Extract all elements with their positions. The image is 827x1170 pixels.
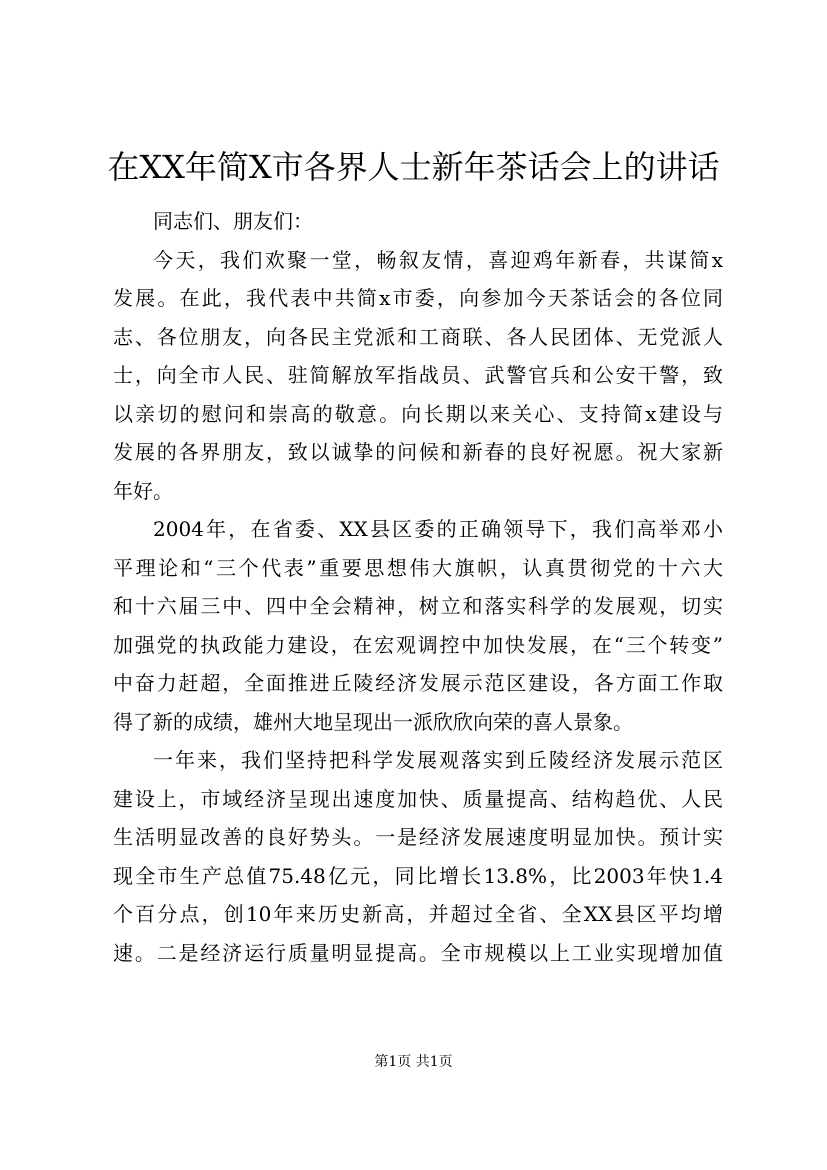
paragraph-line: 一年来，我们坚持把科学发展观落实到丘陵经济发展示范区 — [153, 748, 723, 772]
paragraph-line: 得了新的成绩，雄州大地呈现出一派欣欣向荣的喜人景象。 — [113, 709, 633, 734]
page-number-footer: 第1页 共1页 — [374, 1054, 453, 1070]
paragraph-line: 以亲切的慰问和崇高的敬意。向长期以来关心、支持简x建设与 — [113, 401, 723, 426]
paragraph-line: 志、各位朋友，向各民主党派和工商联、各人民团体、无党派人 — [113, 324, 723, 349]
paragraph-line: 今天，我们欢聚一堂，畅叙友情，喜迎鸡年新春，共谋简x — [153, 247, 723, 272]
paragraph-line: 个百分点，创10年来历史新高，并超过全省、全XX县区平均增 — [113, 902, 723, 926]
paragraph-line: 和十六届三中、四中全会精神，树立和落实科学的发展观，切实 — [113, 594, 723, 618]
paragraph-line: 生活明显改善的良好势头。一是经济发展速度明显加快。预计实 — [113, 825, 723, 849]
paragraph-line: 2004年，在省委、XX县区委的正确领导下，我们高举邓小 — [153, 517, 723, 541]
paragraph-line: 发展。在此，我代表中共简x市委，向参加今天茶话会的各位同 — [113, 286, 723, 310]
paragraph-line: 速。二是经济运行质量明显提高。全市规模以上工业实现增加值 — [113, 940, 723, 965]
paragraph-line: 士，向全市人民、驻简解放军指战员、武警官兵和公安干警，致 — [113, 363, 723, 387]
paragraph-line: 建设上，市域经济呈现出速度加快、质量提高、结构趋优、人民 — [113, 786, 723, 811]
paragraph-line: 同志们、朋友们： — [153, 209, 313, 233]
paragraph-line: 发展的各界朋友，致以诚挚的问候和新春的良好祝愿。祝大家新 — [113, 440, 723, 464]
paragraph-line: 中奋力赶超，全面推进丘陵经济发展示范区建设，各方面工作取 — [113, 671, 723, 695]
paragraph-line: 现全市生产总值75.48亿元，同比增长13.8%，比2003年快1.4 — [113, 863, 723, 888]
paragraph-line: 年好。 — [113, 478, 173, 503]
document-title: 在XX年简X市各界人士新年茶话会上的讲话 — [107, 148, 720, 186]
paragraph-line: 平理论和“三个代表”重要思想伟大旗帜，认真贯彻党的十六大 — [113, 555, 723, 580]
paragraph-line: 加强党的执政能力建设，在宏观调控中加快发展，在“三个转变” — [113, 632, 723, 657]
document-body — [113, 202, 723, 972]
